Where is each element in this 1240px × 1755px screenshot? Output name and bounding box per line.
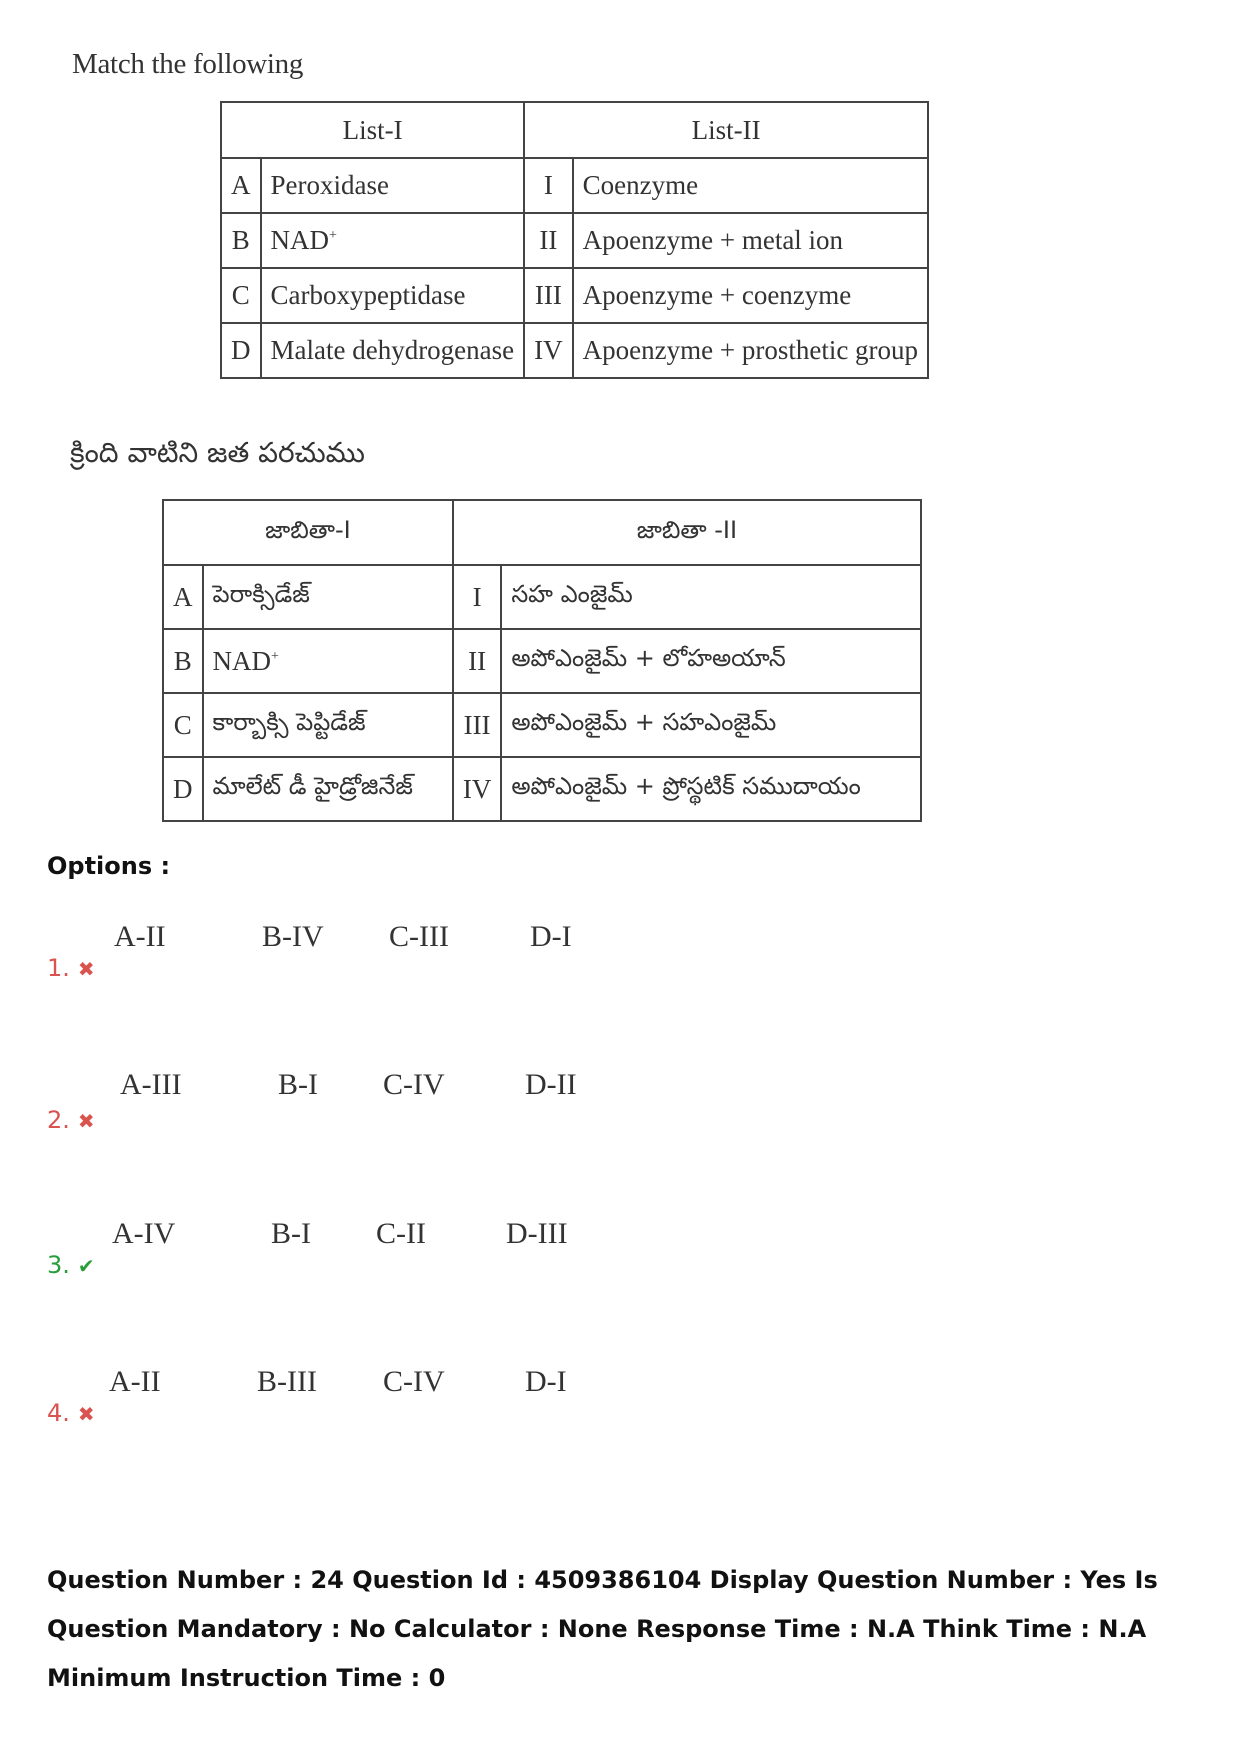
option-number-text: 2. (47, 1106, 70, 1134)
table-row (221, 323, 928, 378)
option-3[interactable] (0, 1217, 1240, 1277)
option-pair: D-I (530, 920, 572, 953)
row-roman: III (524, 268, 573, 323)
list-2-item: అపోఎంజైమ్ + లోహఅయాన్ (501, 629, 921, 693)
row-letter: B (221, 213, 261, 268)
row-letter: B (163, 629, 203, 693)
option-4[interactable] (0, 1365, 1240, 1425)
superscript: + (271, 648, 279, 664)
row-letter: D (163, 757, 203, 821)
list-1-item (261, 213, 525, 268)
row-roman: II (524, 213, 573, 268)
row-letter: C (221, 268, 261, 323)
list-2-item: అపోఎంజైమ్ + సహఎంజైమ్ (501, 693, 921, 757)
table-row (163, 757, 921, 821)
list-2-item: అపోఎంజైమ్ + ప్రోస్థటిక్ సముదాయం (501, 757, 921, 821)
option-pair: B-III (257, 1365, 317, 1398)
check-icon: ✔ (77, 1254, 95, 1278)
list-1-item: Peroxidase (261, 158, 525, 213)
table-row (221, 213, 928, 268)
option-pair: C-IV (383, 1365, 445, 1398)
table-row (221, 158, 928, 213)
table-header-row (221, 102, 928, 158)
table-row (163, 565, 921, 629)
option-pair: C-II (376, 1217, 426, 1250)
row-letter: A (163, 565, 203, 629)
list-2-header: జాబితా -II (453, 500, 921, 565)
option-pair: B-I (278, 1068, 318, 1101)
option-pair: C-IV (383, 1068, 445, 1101)
option-number-text: 1. (47, 954, 70, 982)
option-pair: D-III (506, 1217, 568, 1250)
row-letter: D (221, 323, 261, 378)
option-pair: A-II (109, 1365, 161, 1398)
question-heading-te: క్రింది వాటిని జత పరచుము (70, 436, 365, 469)
option-1[interactable] (0, 920, 1240, 980)
row-letter: A (221, 158, 261, 213)
option-number (47, 1399, 95, 1427)
option-pair: C-III (389, 920, 449, 953)
item-text: NAD (212, 645, 271, 676)
option-pair: A-IV (112, 1217, 176, 1250)
option-number-text: 4. (47, 1399, 70, 1427)
list-2-item: Apoenzyme + metal ion (573, 213, 928, 268)
list-1-item: పెరాక్సిడేజ్ (203, 565, 453, 629)
option-number (47, 954, 95, 982)
option-number (47, 1106, 95, 1134)
list-1-item: Carboxypeptidase (261, 268, 525, 323)
row-roman: IV (453, 757, 502, 821)
list-1-header: List-I (221, 102, 524, 158)
option-pair: D-II (525, 1068, 577, 1101)
option-number (47, 1251, 95, 1279)
table-row (163, 693, 921, 757)
list-1-item: Malate dehydrogenase (261, 323, 525, 378)
option-pair: B-IV (262, 920, 324, 953)
match-table-en (220, 101, 929, 379)
list-1-item: మాలేట్ డీ హైడ్రోజినేజ్ (203, 757, 453, 821)
list-2-item: Apoenzyme + prosthetic group (573, 323, 928, 378)
row-roman: IV (524, 323, 573, 378)
option-pair: D-I (525, 1365, 567, 1398)
list-2-item: Coenzyme (573, 158, 928, 213)
row-roman: I (524, 158, 573, 213)
options-label: Options : (47, 852, 171, 880)
list-1-item (203, 629, 453, 693)
list-2-item: సహ ఎంజైమ్ (501, 565, 921, 629)
item-text: NAD (270, 225, 329, 255)
list-2-header: List-II (524, 102, 928, 158)
cross-icon: ✖ (77, 1109, 95, 1133)
question-meta: Question Number : 24 Question Id : 4509386104 Display Question Number : Yes Is Question Mandatory : No Calculator : None Response Time : N.A Think Time : N.A Minimum Instruction Time : 0 (47, 1566, 1158, 1692)
list-1-header: జాబితా-I (163, 500, 453, 565)
list-2-item: Apoenzyme + coenzyme (573, 268, 928, 323)
option-pair: B-I (271, 1217, 311, 1250)
cross-icon: ✖ (77, 957, 95, 981)
row-roman: III (453, 693, 502, 757)
table-header-row (163, 500, 921, 565)
cross-icon: ✖ (77, 1402, 95, 1426)
row-roman: II (453, 629, 502, 693)
table-row (163, 629, 921, 693)
match-table-te (162, 499, 922, 822)
list-1-item: కార్బాక్సి పెప్టిడేజ్ (203, 693, 453, 757)
option-2[interactable] (0, 1068, 1240, 1134)
table-row (221, 268, 928, 323)
superscript: + (329, 228, 337, 243)
row-roman: I (453, 565, 502, 629)
option-pair: A-II (114, 920, 166, 953)
option-number-text: 3. (47, 1251, 70, 1279)
row-letter: C (163, 693, 203, 757)
question-heading-en: Match the following (72, 48, 304, 80)
option-pair: A-III (120, 1068, 182, 1101)
